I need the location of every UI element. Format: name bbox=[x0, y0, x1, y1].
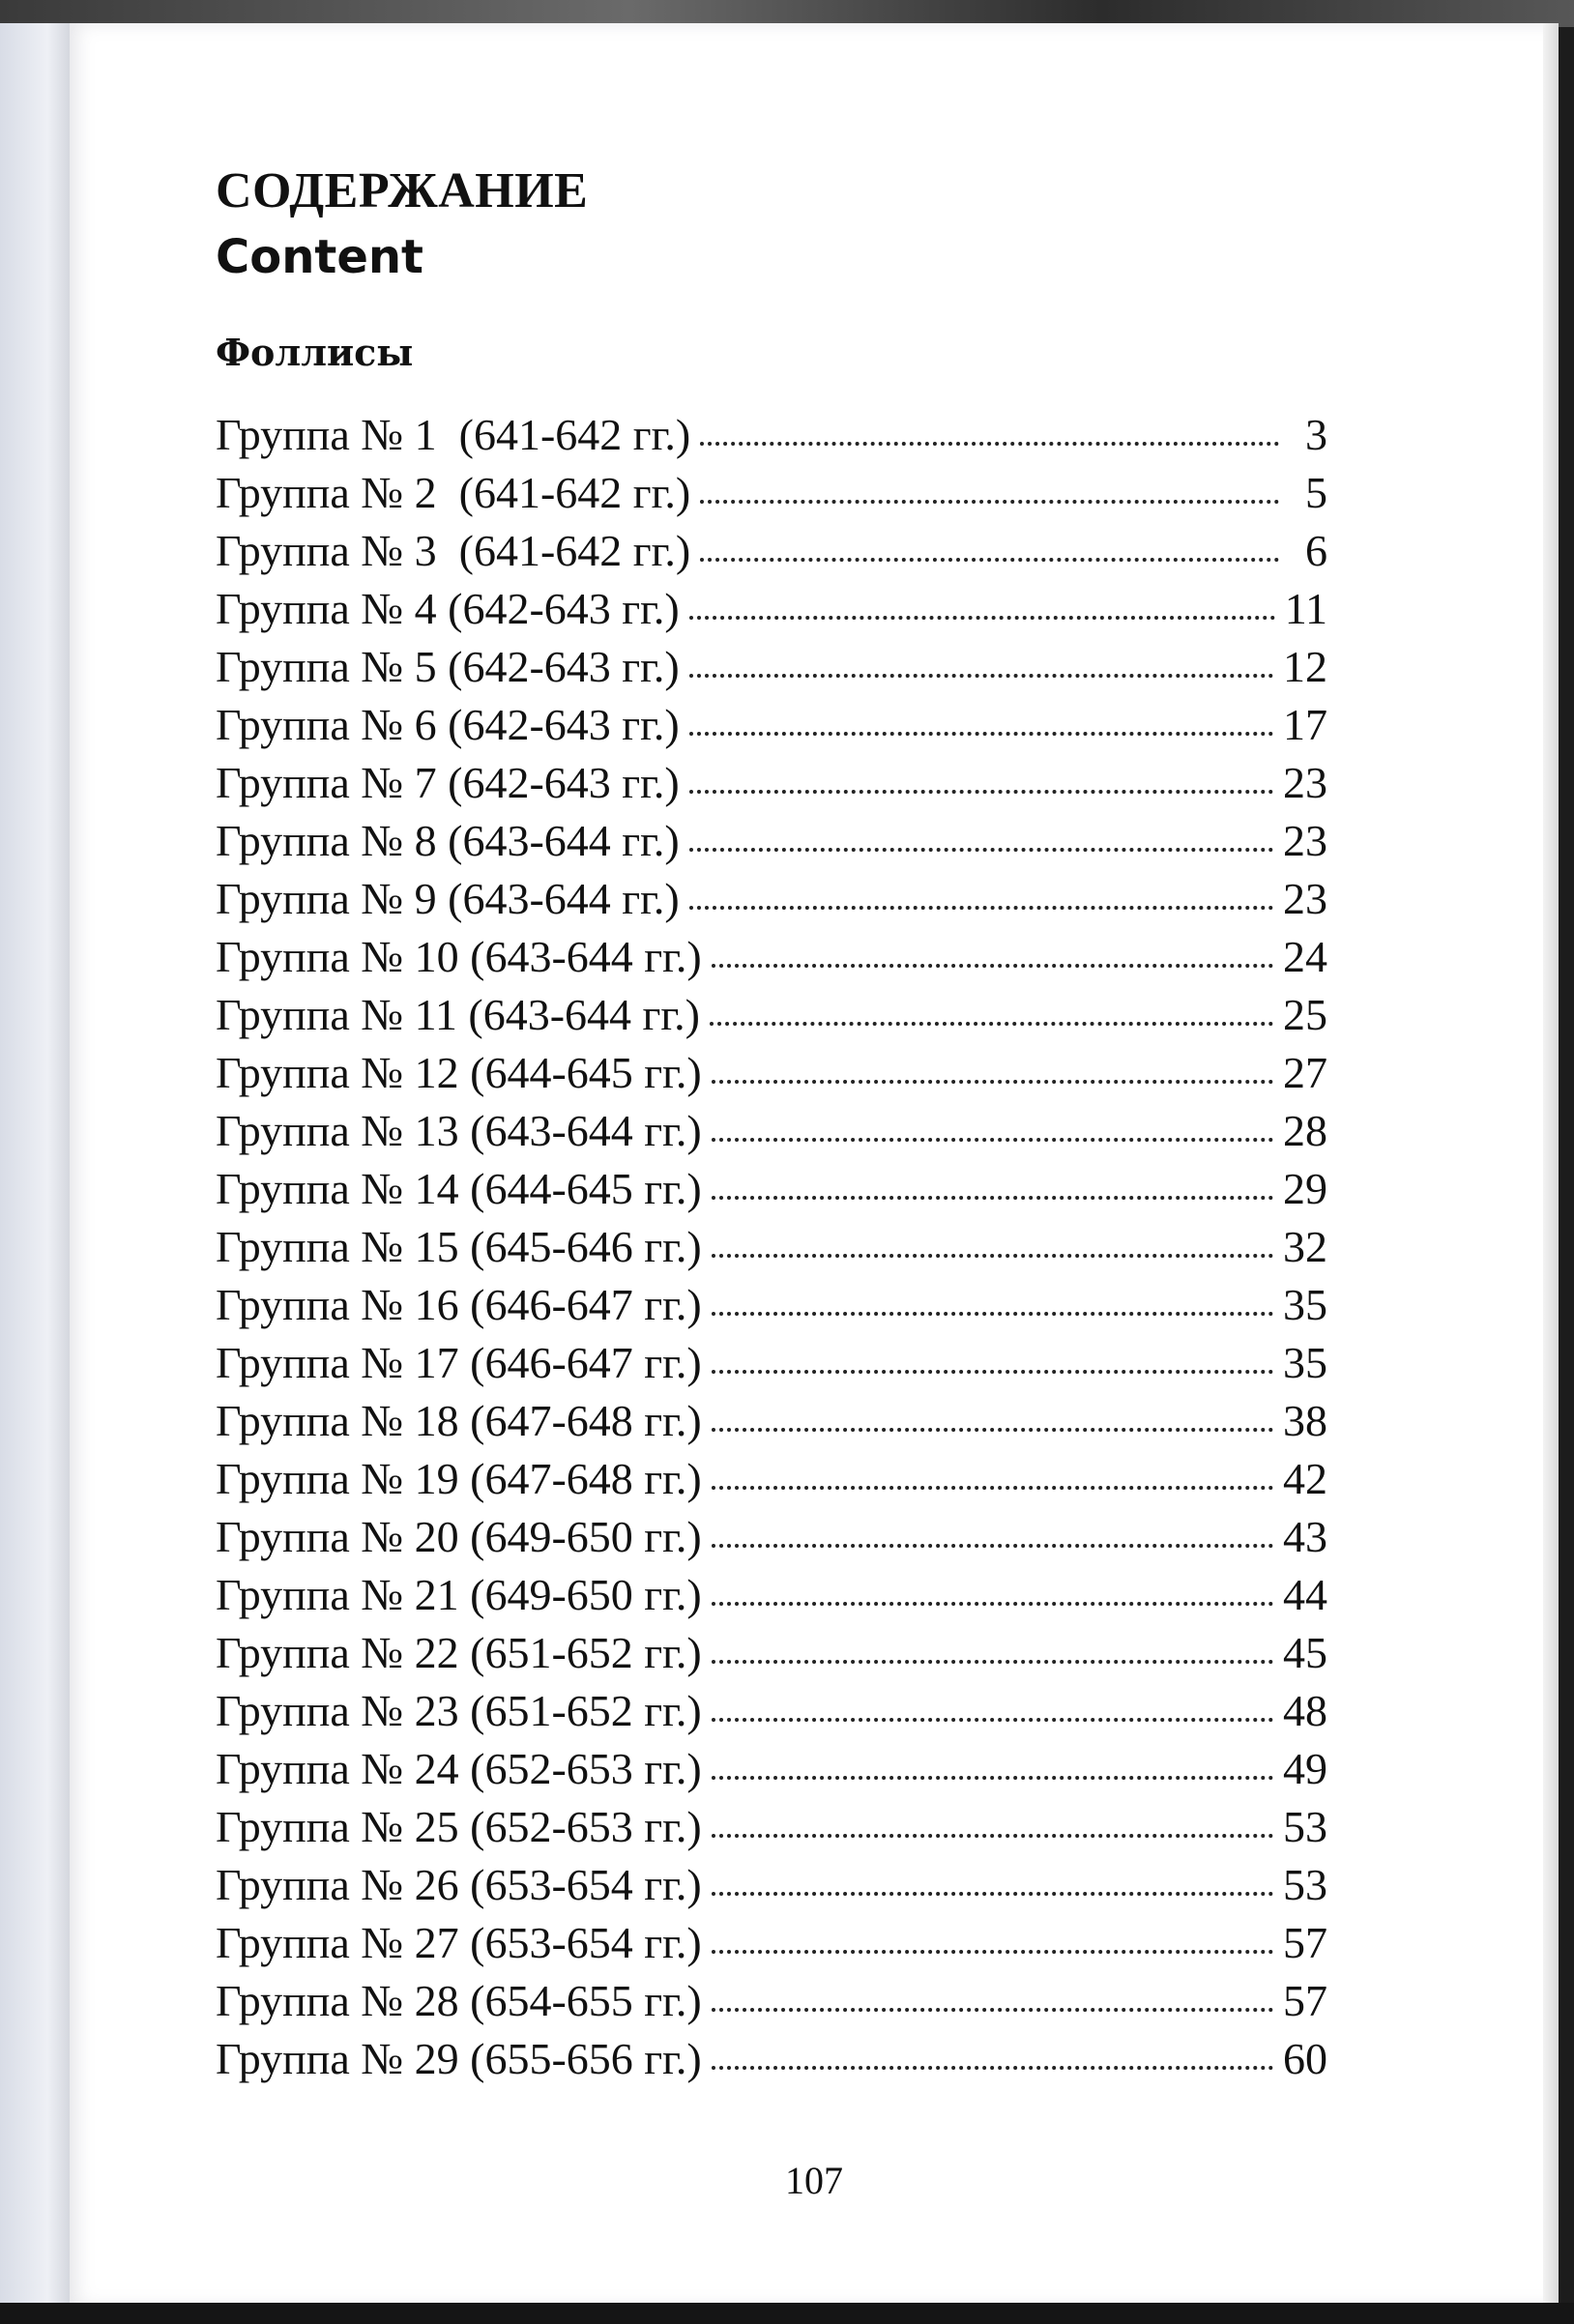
scan-bottom-edge bbox=[0, 2303, 1574, 2324]
toc-entry-label: Группа № 21 (649-650 гг.) bbox=[216, 1570, 702, 1619]
toc-entry-label: Группа № 7 (642-643 гг.) bbox=[216, 758, 680, 807]
toc-entry bbox=[216, 1740, 1327, 1798]
toc-entry-label: Группа № 1 (641-642 гг.) bbox=[216, 410, 691, 459]
toc-entry bbox=[216, 1682, 1327, 1740]
table-of-contents bbox=[216, 162, 1327, 2088]
toc-entry-label: Группа № 10 (643-644 гг.) bbox=[216, 932, 702, 981]
toc-entry bbox=[216, 1218, 1327, 1276]
toc-leader-dots bbox=[712, 1370, 1273, 1374]
toc-entry bbox=[216, 696, 1327, 754]
toc-entry-label: Группа № 12 (644-645 гг.) bbox=[216, 1048, 702, 1097]
toc-leader-dots bbox=[712, 1196, 1273, 1200]
toc-entry-page: 23 bbox=[1283, 816, 1327, 865]
toc-entry-label: Группа № 24 (652-653 гг.) bbox=[216, 1744, 702, 1793]
toc-entry bbox=[216, 638, 1327, 696]
toc-leader-dots bbox=[689, 848, 1273, 852]
toc-leader-dots bbox=[712, 1834, 1273, 1838]
toc-entry-page: 49 bbox=[1283, 1744, 1327, 1793]
toc-leader-dots bbox=[712, 1138, 1273, 1142]
toc-entry-label: Группа № 5 (642-643 гг.) bbox=[216, 642, 680, 691]
toc-entry-page: 17 bbox=[1283, 700, 1327, 749]
toc-entry bbox=[216, 1102, 1327, 1160]
toc-leader-dots bbox=[712, 1486, 1273, 1490]
toc-entry-page: 45 bbox=[1283, 1628, 1327, 1677]
toc-entry-page: 6 bbox=[1305, 526, 1327, 575]
toc-entry bbox=[216, 986, 1327, 1044]
toc-entry-page: 57 bbox=[1283, 1976, 1327, 2025]
toc-entry-page: 53 bbox=[1283, 1802, 1327, 1851]
toc-leader-dots bbox=[700, 500, 1279, 504]
toc-entry bbox=[216, 754, 1327, 812]
toc-leader-dots bbox=[712, 964, 1273, 968]
toc-entry bbox=[216, 1856, 1327, 1914]
toc-entry-label: Группа № 14 (644-645 гг.) bbox=[216, 1164, 702, 1213]
toc-entry-page: 11 bbox=[1284, 584, 1327, 633]
toc-leader-dots bbox=[712, 2008, 1273, 2012]
toc-entry-page: 35 bbox=[1283, 1280, 1327, 1329]
page-number: 107 bbox=[785, 2159, 843, 2202]
toc-entry bbox=[216, 580, 1327, 638]
toc-leader-dots bbox=[689, 906, 1273, 910]
toc-entry-label: Группа № 11 (643-644 гг.) bbox=[216, 990, 700, 1039]
contents-heading-en: Content bbox=[216, 230, 423, 284]
toc-entry bbox=[216, 1798, 1327, 1856]
toc-entry-label: Группа № 18 (647-648 гг.) bbox=[216, 1396, 702, 1445]
toc-entry-page: 23 bbox=[1283, 758, 1327, 807]
toc-leader-dots bbox=[689, 732, 1273, 736]
section-title: Фоллисы bbox=[216, 331, 414, 374]
toc-leader-dots bbox=[712, 1080, 1273, 1084]
toc-entry bbox=[216, 1566, 1327, 1624]
toc-entry bbox=[216, 928, 1327, 986]
toc-entry-label: Группа № 27 (653-654 гг.) bbox=[216, 1918, 702, 1967]
toc-entry bbox=[216, 464, 1327, 522]
toc-entry bbox=[216, 1334, 1327, 1392]
toc-entry bbox=[216, 1624, 1327, 1682]
toc-leader-dots bbox=[689, 674, 1273, 678]
toc-entry-page: 12 bbox=[1283, 642, 1327, 691]
toc-entry-label: Группа № 28 (654-655 гг.) bbox=[216, 1976, 702, 2025]
toc-entry bbox=[216, 870, 1327, 928]
toc-list bbox=[216, 406, 1327, 2088]
toc-leader-dots bbox=[712, 1254, 1273, 1258]
toc-entry bbox=[216, 1914, 1327, 1972]
toc-entry-page: 35 bbox=[1283, 1338, 1327, 1387]
toc-entry-page: 29 bbox=[1283, 1164, 1327, 1213]
toc-entry-page: 32 bbox=[1283, 1222, 1327, 1271]
toc-leader-dots bbox=[712, 1892, 1273, 1896]
toc-entry-label: Группа № 4 (642-643 гг.) bbox=[216, 584, 680, 633]
toc-entry-page: 53 bbox=[1283, 1860, 1327, 1909]
toc-entry-label: Группа № 26 (653-654 гг.) bbox=[216, 1860, 702, 1909]
toc-leader-dots bbox=[712, 1312, 1273, 1316]
toc-entry-page: 27 bbox=[1283, 1048, 1327, 1097]
toc-entry bbox=[216, 2030, 1327, 2088]
toc-leader-dots bbox=[700, 558, 1279, 562]
toc-entry bbox=[216, 1972, 1327, 2030]
toc-entry bbox=[216, 1450, 1327, 1508]
toc-leader-dots bbox=[712, 1544, 1273, 1548]
toc-leader-dots bbox=[689, 616, 1275, 620]
toc-entry-label: Группа № 2 (641-642 гг.) bbox=[216, 468, 691, 517]
toc-leader-dots bbox=[712, 1718, 1273, 1722]
toc-entry-page: 24 bbox=[1283, 932, 1327, 981]
toc-entry bbox=[216, 812, 1327, 870]
toc-entry-label: Группа № 8 (643-644 гг.) bbox=[216, 816, 680, 865]
toc-leader-dots bbox=[712, 1660, 1273, 1664]
toc-entry-label: Группа № 23 (651-652 гг.) bbox=[216, 1686, 702, 1735]
toc-entry bbox=[216, 1044, 1327, 1102]
toc-entry-page: 23 bbox=[1283, 874, 1327, 923]
toc-entry-label: Группа № 17 (646-647 гг.) bbox=[216, 1338, 702, 1387]
toc-entry-label: Группа № 20 (649-650 гг.) bbox=[216, 1512, 702, 1561]
toc-leader-dots bbox=[710, 1022, 1273, 1026]
toc-entry-page: 48 bbox=[1283, 1686, 1327, 1735]
toc-entry-page: 3 bbox=[1305, 410, 1327, 459]
toc-entry-label: Группа № 25 (652-653 гг.) bbox=[216, 1802, 702, 1851]
toc-leader-dots bbox=[712, 1776, 1273, 1780]
toc-entry-page: 42 bbox=[1283, 1454, 1327, 1503]
toc-entry-page: 25 bbox=[1283, 990, 1327, 1039]
toc-leader-dots bbox=[712, 2066, 1273, 2070]
toc-entry-label: Группа № 29 (655-656 гг.) bbox=[216, 2034, 702, 2083]
toc-leader-dots bbox=[712, 1950, 1273, 1954]
toc-entry-label: Группа № 15 (645-646 гг.) bbox=[216, 1222, 702, 1271]
toc-entry-label: Группа № 6 (642-643 гг.) bbox=[216, 700, 680, 749]
toc-entry-label: Группа № 19 (647-648 гг.) bbox=[216, 1454, 702, 1503]
toc-entry-page: 38 bbox=[1283, 1396, 1327, 1445]
toc-leader-dots bbox=[712, 1428, 1273, 1432]
toc-entry-label: Группа № 22 (651-652 гг.) bbox=[216, 1628, 702, 1677]
toc-entry-page: 60 bbox=[1283, 2034, 1327, 2083]
contents-heading-ru: СОДЕРЖАНИЕ bbox=[216, 163, 589, 218]
toc-entry-label: Группа № 3 (641-642 гг.) bbox=[216, 526, 691, 575]
toc-entry bbox=[216, 406, 1327, 464]
toc-leader-dots bbox=[700, 442, 1279, 446]
toc-entry bbox=[216, 1160, 1327, 1218]
toc-entry bbox=[216, 522, 1327, 580]
toc-entry-page: 57 bbox=[1283, 1918, 1327, 1967]
toc-entry-page: 5 bbox=[1305, 468, 1327, 517]
toc-entry bbox=[216, 1276, 1327, 1334]
toc-entry-page: 28 bbox=[1283, 1106, 1327, 1155]
toc-leader-dots bbox=[689, 790, 1273, 794]
book-spine bbox=[0, 23, 79, 2307]
toc-entry bbox=[216, 1392, 1327, 1450]
toc-entry-label: Группа № 9 (643-644 гг.) bbox=[216, 874, 680, 923]
toc-leader-dots bbox=[712, 1602, 1273, 1606]
toc-entry-label: Группа № 13 (643-644 гг.) bbox=[216, 1106, 702, 1155]
toc-entry bbox=[216, 1508, 1327, 1566]
page-edge bbox=[1543, 23, 1559, 2307]
toc-entry-page: 43 bbox=[1283, 1512, 1327, 1561]
toc-entry-page: 44 bbox=[1283, 1570, 1327, 1619]
toc-entry-label: Группа № 16 (646-647 гг.) bbox=[216, 1280, 702, 1329]
